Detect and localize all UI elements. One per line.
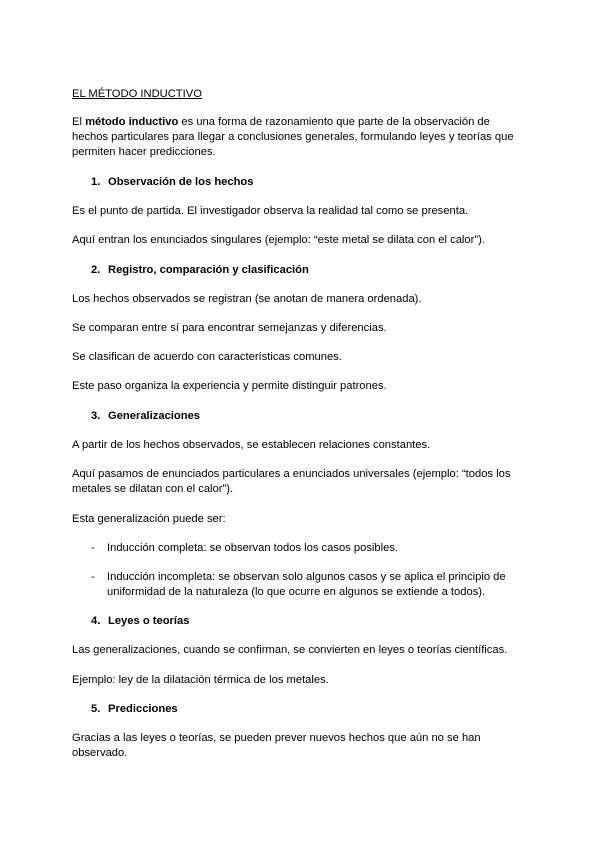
section-title: Leyes o teorías <box>108 615 190 627</box>
list-item <box>91 570 516 600</box>
bullet-dash: - <box>91 542 95 554</box>
document-title: EL MÉTODO INDUCTIVO <box>72 88 202 100</box>
paragraph: A partir de los hechos observados, se establecen relaciones constantes. <box>72 439 431 451</box>
list-item-text: Inducción incompleta: se observan solo algunos casos y se aplica el principio de uniformidad de la naturaleza (lo que ocurre en algunos se extiende a todos). <box>107 571 506 598</box>
section-heading-4 <box>91 614 547 629</box>
paragraph: Aquí pasamos de enunciados particulares a enunciados universales (ejemplo: “todos los metales se dilatan con el calor”). <box>72 468 511 495</box>
section-heading-5 <box>91 702 547 717</box>
paragraph: Se clasifican de acuerdo con características comunes. <box>72 351 342 363</box>
section-number: 2. <box>91 264 101 276</box>
list-item <box>91 541 516 556</box>
paragraph: Aquí entran los enunciados singulares (ejemplo: “este metal se dilata con el calor”). <box>72 234 485 246</box>
paragraph: Se comparan entre sí para encontrar semejanzas y diferencias. <box>72 322 387 334</box>
paragraph: Esta generalización puede ser: <box>72 513 226 525</box>
paragraph: Las generalizaciones, cuando se confirman, se convierten en leyes o teorías científicas. <box>72 644 508 656</box>
section-number: 5. <box>91 703 101 715</box>
section-number: 1. <box>91 176 101 188</box>
section-heading-1 <box>91 175 547 190</box>
section-number: 3. <box>91 410 101 422</box>
paragraph: Los hechos observados se registran (se anotan de manera ordenada). <box>72 293 422 305</box>
section-title: Generalizaciones <box>108 410 201 422</box>
section-heading-3 <box>91 409 547 424</box>
bullet-dash: - <box>91 571 95 583</box>
paragraph: Gracias a las leyes o teorías, se pueden prever nuevos hechos que aún no se han observado. <box>72 732 481 759</box>
list-item-text: Inducción completa: se observan todos los casos posibles. <box>107 542 399 554</box>
section-title: Observación de los hechos <box>108 176 254 188</box>
intro-prefix: El <box>72 116 86 128</box>
section-heading-2 <box>91 263 547 278</box>
section-title: Predicciones <box>108 703 178 715</box>
intro-bold-term: método inductivo <box>85 116 179 128</box>
intro-rest: es una forma de razonamiento que parte de la observación de hechos particulares para llegar a conclusiones generales, formulando leyes y teorías que permiten hacer predicciones. <box>72 116 514 158</box>
paragraph: Ejemplo: ley de la dilatación térmica de los metales. <box>72 674 329 686</box>
section-title: Registro, comparación y clasificación <box>108 264 309 276</box>
paragraph: Este paso organiza la experiencia y permite distinguir patrones. <box>72 380 387 392</box>
paragraph: Es el punto de partida. El investigador observa la realidad tal como se presenta. <box>72 205 469 217</box>
section-number: 4. <box>91 615 101 627</box>
intro-paragraph <box>72 115 528 160</box>
